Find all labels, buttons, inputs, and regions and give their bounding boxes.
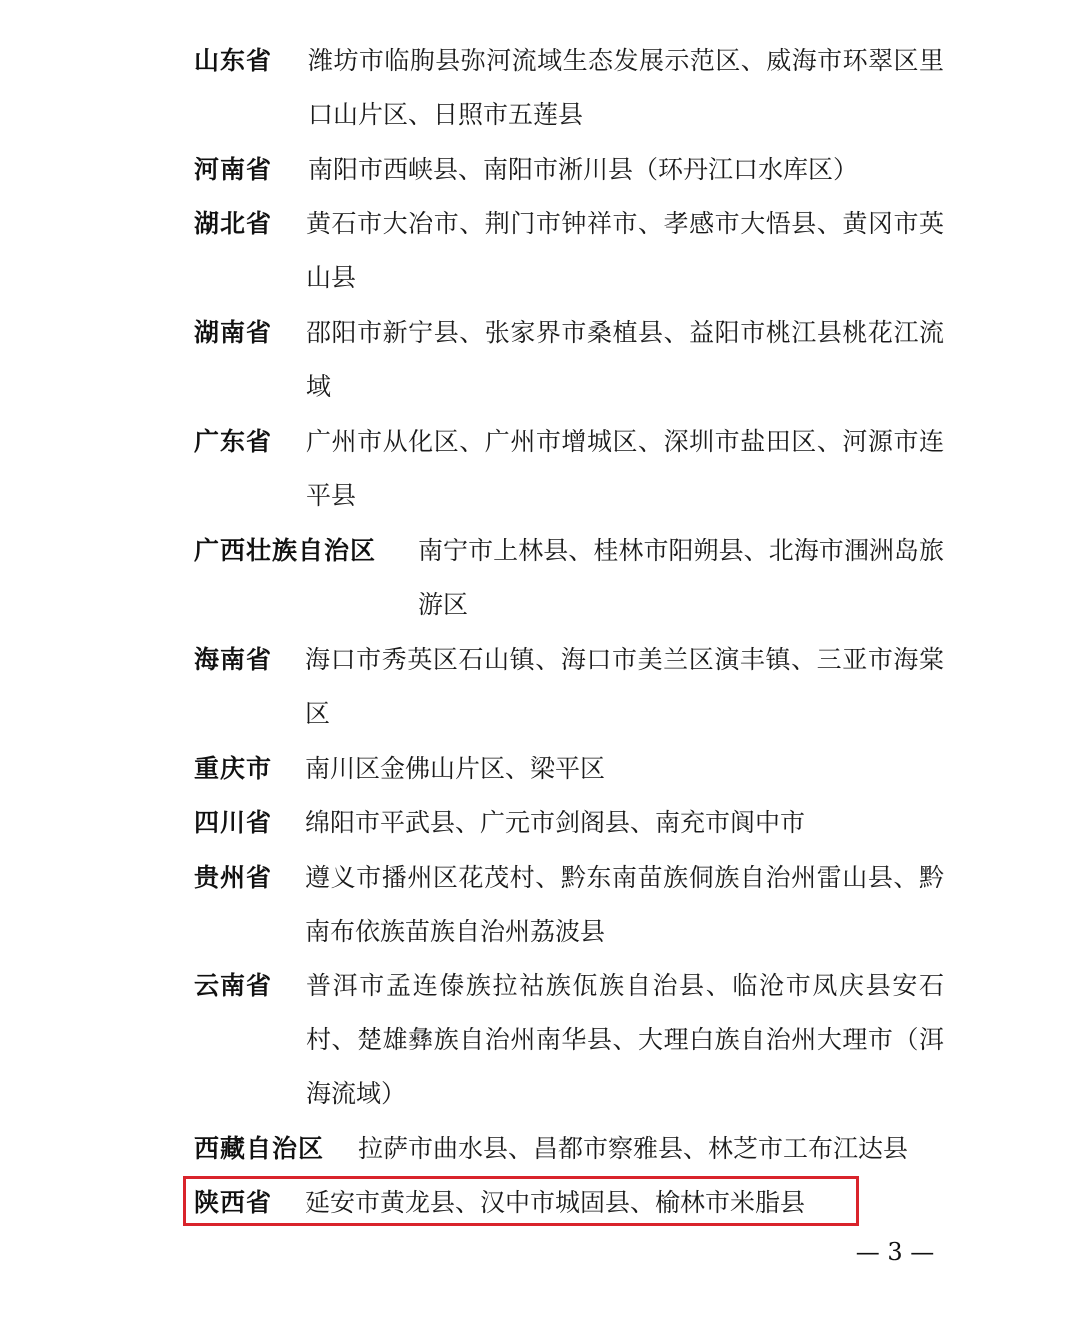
province-name: 四川省 — [194, 808, 273, 837]
area-list: 拉萨市曲水县、昌都市察雅县、林芝市工布江达县 — [358, 1134, 909, 1163]
area-list: 邵阳市新宁县、张家界市桑植县、益阳市桃江县桃花江流域 — [306, 318, 944, 401]
province-name: 贵州省 — [194, 863, 273, 892]
area-list: 广州市从化区、广州市增城区、深圳市盐田区、河源市连平县 — [306, 427, 944, 510]
province-name: 湖北省 — [194, 209, 273, 238]
province-name: 海南省 — [194, 645, 273, 674]
highlight-box — [183, 1176, 859, 1226]
province-name: 河南省 — [194, 155, 273, 184]
province-name: 山东省 — [194, 46, 273, 75]
area-list: 南川区金佛山片区、梁平区 — [305, 754, 606, 783]
province-name: 重庆市 — [194, 754, 273, 783]
area-list: 海口市秀英区石山镇、海口市美兰区演丰镇、三亚市海棠区 — [305, 645, 944, 728]
province-name: 广东省 — [194, 427, 273, 456]
area-list: 南宁市上林县、桂林市阳朔县、北海市涠洲岛旅游区 — [418, 536, 944, 619]
province-name: 西藏自治区 — [194, 1134, 325, 1163]
area-list: 南阳市西峡县、南阳市淅川县（环丹江口水库区） — [308, 155, 859, 184]
area-list: 潍坊市临朐县弥河流域生态发展示范区、威海市环翠区里口山片区、日照市五莲县 — [308, 46, 944, 129]
province-name: 湖南省 — [194, 318, 273, 347]
area-list: 延安市黄龙县、汉中市城固县、榆林市米脂县 — [305, 1188, 806, 1217]
area-list: 绵阳市平武县、广元市剑阁县、南充市阆中市 — [305, 808, 806, 837]
province-name: 广西壮族自治区 — [194, 536, 377, 565]
province-name: 陕西省 — [194, 1188, 273, 1217]
page-number: — 3 — — [855, 1238, 935, 1266]
area-list: 普洱市孟连傣族拉祜族佤族自治县、临沧市凤庆县安石村、楚雄彝族自治州南华县、大理白族自治州大理市（洱海流域） — [306, 971, 944, 1108]
area-list: 黄石市大冶市、荆门市钟祥市、孝感市大悟县、黄冈市英山县 — [306, 209, 944, 292]
province-name: 云南省 — [194, 971, 273, 1000]
area-list: 遵义市播州区花茂村、黔东南苗族侗族自治州雷山县、黔南布依族苗族自治州荔波县 — [305, 863, 944, 946]
